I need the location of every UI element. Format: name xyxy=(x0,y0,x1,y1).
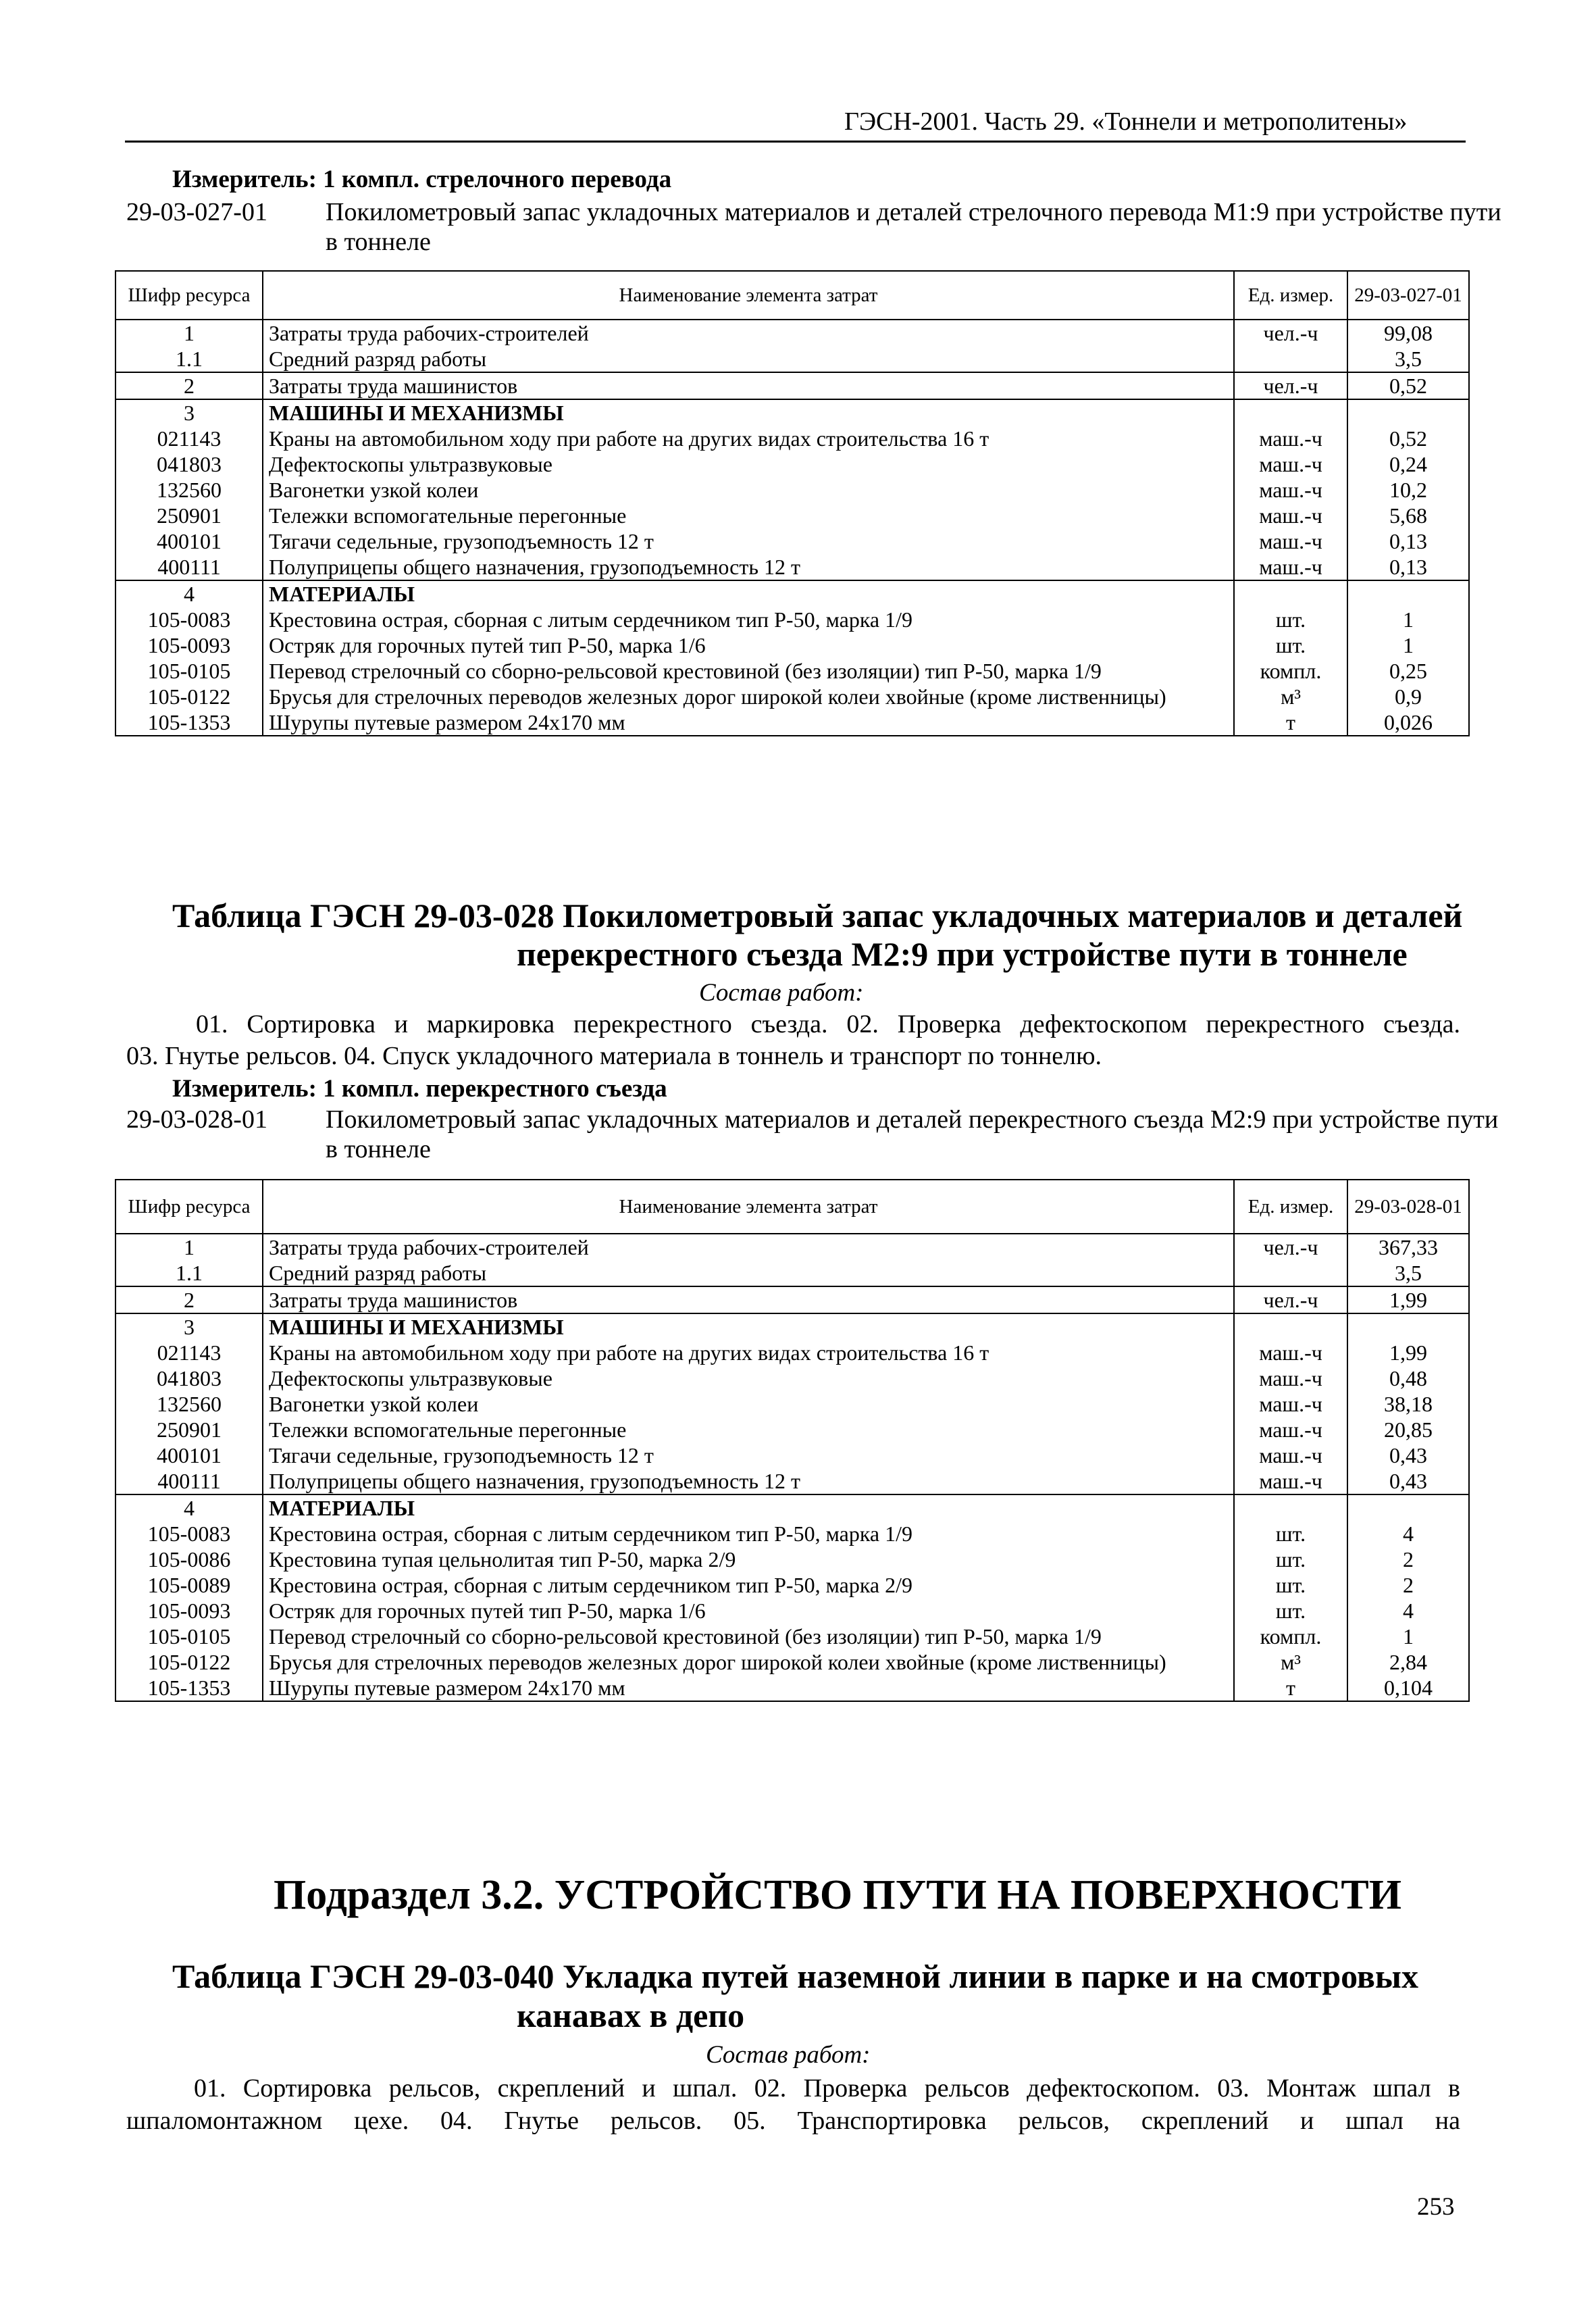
unit-cell: чел.-ч xyxy=(1234,1286,1347,1313)
header-name: Наименование элемента затрат xyxy=(263,271,1234,320)
resource-code-cell: 3 xyxy=(115,1313,263,1340)
unit-cell xyxy=(1234,1260,1347,1286)
norm-value-cell: 1,99 xyxy=(1347,1286,1469,1313)
table-row xyxy=(115,1572,1469,1598)
unit-cell: шт. xyxy=(1234,1572,1347,1598)
resource-code-cell: 250901 xyxy=(115,503,263,528)
table-row xyxy=(115,426,1469,451)
norm-value-cell xyxy=(1347,399,1469,426)
resource-code-cell: 2 xyxy=(115,372,263,399)
element-name-cell: Брусья для стрелочных переводов железных дорог широкой колеи хвойные (кроме лиственницы) xyxy=(263,1649,1234,1675)
resource-table-1 xyxy=(115,270,1470,736)
norm-code: 29-03-028-01 xyxy=(126,1105,267,1134)
element-name-cell: Полуприцепы общего назначения, грузоподъемность 12 т xyxy=(263,1468,1234,1494)
table-row xyxy=(115,554,1469,580)
header-code: Шифр ресурса xyxy=(115,271,263,320)
norm-value-cell: 0,104 xyxy=(1347,1675,1469,1701)
resource-table-2 xyxy=(115,1179,1470,1702)
unit-cell: маш.-ч xyxy=(1234,1442,1347,1468)
resource-code-cell: 132560 xyxy=(115,1391,263,1417)
table-2-title-line-2: перекрестного съезда М2:9 при устройстве пути в тоннеле xyxy=(517,935,1408,973)
resource-code-cell: 1.1 xyxy=(115,1260,263,1286)
table-row xyxy=(115,1260,1469,1286)
element-name-cell: Затраты труда машинистов xyxy=(263,1286,1234,1313)
table-row xyxy=(115,1365,1469,1391)
element-name-cell: Шурупы путевые размером 24х170 мм xyxy=(263,1675,1234,1701)
element-name-cell: Затраты труда рабочих-строителей xyxy=(263,320,1234,346)
resource-code-cell: 041803 xyxy=(115,1365,263,1391)
element-name-cell: Тележки вспомогательные перегонные xyxy=(263,503,1234,528)
header-name: Наименование элемента затрат xyxy=(263,1180,1234,1234)
unit-cell: шт. xyxy=(1234,607,1347,632)
element-name-cell: Краны на автомобильном ходу при работе на других видах строительства 16 т xyxy=(263,426,1234,451)
resource-code-cell: 400111 xyxy=(115,1468,263,1494)
unit-cell: т xyxy=(1234,709,1347,736)
unit-cell: компл. xyxy=(1234,1624,1347,1649)
element-name-cell: Остряк для горочных путей тип Р-50, марка 1/6 xyxy=(263,632,1234,658)
element-name-cell: Тягачи седельные, грузоподъемность 12 т xyxy=(263,528,1234,554)
norm-value-cell: 0,026 xyxy=(1347,709,1469,736)
works-text-1-line-1: 01. Сортировка и маркировка перекрестного съезда. 02. Проверка дефектоскопом перекрестного съезда. xyxy=(196,1010,1460,1038)
table-row xyxy=(115,1340,1469,1365)
resource-code-cell: 250901 xyxy=(115,1417,263,1442)
resource-code-cell: 105-0122 xyxy=(115,1649,263,1675)
norm-value-cell: 1,99 xyxy=(1347,1340,1469,1365)
table-row xyxy=(115,528,1469,554)
table-row xyxy=(115,709,1469,736)
unit-cell: маш.-ч xyxy=(1234,554,1347,580)
norm-value-cell: 0,9 xyxy=(1347,684,1469,709)
element-name-cell: МАТЕРИАЛЫ xyxy=(263,1494,1234,1521)
measure-unit-1: Измеритель: 1 компл. стрелочного перевода xyxy=(172,166,672,193)
resource-code-cell: 105-0105 xyxy=(115,658,263,684)
resource-code-cell: 105-0093 xyxy=(115,632,263,658)
unit-cell: м³ xyxy=(1234,684,1347,709)
resource-code-cell: 105-1353 xyxy=(115,1675,263,1701)
resource-code-cell: 105-0086 xyxy=(115,1546,263,1572)
table-row xyxy=(115,607,1469,632)
element-name-cell: Крестовина тупая цельнолитая тип Р-50, марка 2/9 xyxy=(263,1546,1234,1572)
table-row xyxy=(115,1598,1469,1624)
table-row xyxy=(115,684,1469,709)
norm-value-cell: 0,43 xyxy=(1347,1468,1469,1494)
unit-cell: маш.-ч xyxy=(1234,426,1347,451)
resource-code-cell: 400101 xyxy=(115,1442,263,1468)
element-name-cell: Вагонетки узкой колеи xyxy=(263,1391,1234,1417)
element-name-cell: Крестовина острая, сборная с литым сердечником тип Р-50, марка 1/9 xyxy=(263,607,1234,632)
unit-cell: маш.-ч xyxy=(1234,477,1347,503)
resource-code-cell: 105-0093 xyxy=(115,1598,263,1624)
norm-value-cell: 1 xyxy=(1347,1624,1469,1649)
table-row xyxy=(115,1624,1469,1649)
norm-value-cell: 0,48 xyxy=(1347,1365,1469,1391)
unit-cell: шт. xyxy=(1234,1521,1347,1546)
unit-cell: шт. xyxy=(1234,1598,1347,1624)
table-body xyxy=(115,320,1469,736)
header-unit: Ед. измер. xyxy=(1234,271,1347,320)
resource-code-cell: 1 xyxy=(115,1234,263,1260)
norm-value-cell xyxy=(1347,580,1469,607)
norm-value-cell: 0,43 xyxy=(1347,1442,1469,1468)
table-row xyxy=(115,1468,1469,1494)
norm-description: Покилометровый запас укладочных материалов и деталей стрелочного перевода М1:9 при устройстве пути в тоннеле xyxy=(326,198,1501,256)
element-name-cell: Дефектоскопы ультразвуковые xyxy=(263,451,1234,477)
table-row xyxy=(115,1675,1469,1701)
element-name-cell: Вагонетки узкой колеи xyxy=(263,477,1234,503)
element-name-cell: МАШИНЫ И МЕХАНИЗМЫ xyxy=(263,399,1234,426)
table-row xyxy=(115,346,1469,372)
unit-cell xyxy=(1234,346,1347,372)
table-row xyxy=(115,1286,1469,1313)
resource-code-cell: 105-0105 xyxy=(115,1624,263,1649)
norm-value-cell: 0,13 xyxy=(1347,554,1469,580)
works-text-1-line-2: 03. Гнутье рельсов. 04. Спуск укладочного материала в тоннель и транспорт по тоннелю. xyxy=(126,1042,1102,1070)
unit-cell: шт. xyxy=(1234,632,1347,658)
resource-code-cell: 400111 xyxy=(115,554,263,580)
table-row xyxy=(115,1234,1469,1260)
table-row xyxy=(115,451,1469,477)
norm-value-cell: 4 xyxy=(1347,1521,1469,1546)
resource-code-cell: 041803 xyxy=(115,451,263,477)
unit-cell: чел.-ч xyxy=(1234,372,1347,399)
resource-code-cell: 021143 xyxy=(115,1340,263,1365)
table-2-title-line-1: Таблица ГЭСН 29-03-028 Покилометровый запас укладочных материалов и деталей xyxy=(172,897,1463,934)
resource-code-cell: 105-0089 xyxy=(115,1572,263,1598)
resource-code-cell: 021143 xyxy=(115,426,263,451)
table-3-title-line-1: Таблица ГЭСН 29-03-040 Укладка путей наземной линии в парке и на смотровых xyxy=(172,1957,1418,1995)
element-name-cell: Средний разряд работы xyxy=(263,1260,1234,1286)
element-name-cell: МАТЕРИАЛЫ xyxy=(263,580,1234,607)
norm-value-cell: 0,52 xyxy=(1347,426,1469,451)
table-row xyxy=(115,477,1469,503)
unit-cell xyxy=(1234,1313,1347,1340)
resource-code-cell: 105-0083 xyxy=(115,1521,263,1546)
norm-code-block-2 xyxy=(126,1105,1518,1165)
header-rule xyxy=(125,141,1466,143)
table-row xyxy=(115,1546,1469,1572)
table-row xyxy=(115,658,1469,684)
element-name-cell: Затраты труда машинистов xyxy=(263,372,1234,399)
resource-code-cell: 1 xyxy=(115,320,263,346)
table-row xyxy=(115,1494,1469,1521)
table-row xyxy=(115,503,1469,528)
norm-value-cell: 1 xyxy=(1347,607,1469,632)
header-code: Шифр ресурса xyxy=(115,1180,263,1234)
element-name-cell: Крестовина острая, сборная с литым сердечником тип Р-50, марка 2/9 xyxy=(263,1572,1234,1598)
unit-cell: маш.-ч xyxy=(1234,1391,1347,1417)
norm-value-cell: 0,25 xyxy=(1347,658,1469,684)
unit-cell: м³ xyxy=(1234,1649,1347,1675)
element-name-cell: Полуприцепы общего назначения, грузоподъемность 12 т xyxy=(263,554,1234,580)
element-name-cell: Перевод стрелочный со сборно-рельсовой крестовиной (без изоляции) тип Р-50, марка 1/9 xyxy=(263,1624,1234,1649)
norm-value-cell: 0,24 xyxy=(1347,451,1469,477)
norm-value-cell: 0,13 xyxy=(1347,528,1469,554)
norm-value-cell xyxy=(1347,1494,1469,1521)
table-row xyxy=(115,632,1469,658)
resource-code-cell: 400101 xyxy=(115,528,263,554)
unit-cell: шт. xyxy=(1234,1546,1347,1572)
norm-description: Покилометровый запас укладочных материалов и деталей перекрестного съезда М2:9 при устройстве пути в тоннеле xyxy=(326,1105,1499,1163)
works-label-2: Состав работ: xyxy=(706,2041,871,2069)
norm-value-cell: 367,33 xyxy=(1347,1234,1469,1260)
norm-code: 29-03-027-01 xyxy=(126,198,267,226)
unit-cell xyxy=(1234,399,1347,426)
unit-cell: маш.-ч xyxy=(1234,528,1347,554)
table-row xyxy=(115,1313,1469,1340)
element-name-cell: Шурупы путевые размером 24х170 мм xyxy=(263,709,1234,736)
norm-value-cell: 1 xyxy=(1347,632,1469,658)
page-number: 253 xyxy=(1417,2193,1455,2221)
table-row xyxy=(115,1649,1469,1675)
unit-cell: чел.-ч xyxy=(1234,1234,1347,1260)
element-name-cell: Средний разряд работы xyxy=(263,346,1234,372)
unit-cell: маш.-ч xyxy=(1234,1365,1347,1391)
resource-code-cell: 1.1 xyxy=(115,346,263,372)
element-name-cell: Остряк для горочных путей тип Р-50, марка 1/6 xyxy=(263,1598,1234,1624)
works-text-2-line-2: шпаломонтажном цехе. 04. Гнутье рельсов. 05. Транспортировка рельсов, скреплений и шпал на xyxy=(126,2107,1460,2135)
table-row xyxy=(115,580,1469,607)
norm-value-cell: 3,5 xyxy=(1347,1260,1469,1286)
norm-value-cell: 2 xyxy=(1347,1546,1469,1572)
unit-cell: маш.-ч xyxy=(1234,503,1347,528)
resource-code-cell: 105-0083 xyxy=(115,607,263,632)
measure-unit-2: Измеритель: 1 компл. перекрестного съезда xyxy=(172,1075,667,1103)
element-name-cell: Дефектоскопы ультразвуковые xyxy=(263,1365,1234,1391)
norm-value-cell: 0,52 xyxy=(1347,372,1469,399)
table-row xyxy=(115,1521,1469,1546)
table-row xyxy=(115,320,1469,346)
unit-cell: компл. xyxy=(1234,658,1347,684)
table-row xyxy=(115,1417,1469,1442)
norm-value-cell: 5,68 xyxy=(1347,503,1469,528)
unit-cell xyxy=(1234,580,1347,607)
unit-cell: т xyxy=(1234,1675,1347,1701)
table-3-title-line-2: канавах в депо xyxy=(517,1996,745,2034)
unit-cell: маш.-ч xyxy=(1234,1468,1347,1494)
norm-code-block-1 xyxy=(126,197,1518,258)
element-name-cell: Тележки вспомогательные перегонные xyxy=(263,1417,1234,1442)
header-value: 29-03-028-01 xyxy=(1347,1180,1469,1234)
table-header-row xyxy=(115,271,1469,320)
resource-code-cell: 105-1353 xyxy=(115,709,263,736)
unit-cell xyxy=(1234,1494,1347,1521)
resource-code-cell: 132560 xyxy=(115,477,263,503)
table-row xyxy=(115,372,1469,399)
resource-code-cell: 4 xyxy=(115,580,263,607)
element-name-cell: Краны на автомобильном ходу при работе на других видах строительства 16 т xyxy=(263,1340,1234,1365)
table-header-row xyxy=(115,1180,1469,1234)
table-row xyxy=(115,1391,1469,1417)
resource-code-cell: 2 xyxy=(115,1286,263,1313)
norm-value-cell: 3,5 xyxy=(1347,346,1469,372)
resource-code-cell: 3 xyxy=(115,399,263,426)
works-text-2-line-1: 01. Сортировка рельсов, скреплений и шпал. 02. Проверка рельсов дефектоскопом. 03. Монтаж шпал в xyxy=(194,2074,1460,2103)
element-name-cell: Перевод стрелочный со сборно-рельсовой крестовиной (без изоляции) тип Р-50, марка 1/9 xyxy=(263,658,1234,684)
norm-value-cell: 2 xyxy=(1347,1572,1469,1598)
norm-value-cell: 38,18 xyxy=(1347,1391,1469,1417)
norm-value-cell xyxy=(1347,1313,1469,1340)
norm-value-cell: 20,85 xyxy=(1347,1417,1469,1442)
unit-cell: чел.-ч xyxy=(1234,320,1347,346)
subsection-heading: Подраздел 3.2. УСТРОЙСТВО ПУТИ НА ПОВЕРХНОСТИ xyxy=(274,1872,1401,1918)
unit-cell: маш.-ч xyxy=(1234,451,1347,477)
header-unit: Ед. измер. xyxy=(1234,1180,1347,1234)
element-name-cell: Тягачи седельные, грузоподъемность 12 т xyxy=(263,1442,1234,1468)
resource-code-cell: 4 xyxy=(115,1494,263,1521)
norm-value-cell: 2,84 xyxy=(1347,1649,1469,1675)
element-name-cell: Крестовина острая, сборная с литым сердечником тип Р-50, марка 1/9 xyxy=(263,1521,1234,1546)
norm-value-cell: 4 xyxy=(1347,1598,1469,1624)
works-label-1: Состав работ: xyxy=(699,979,864,1007)
resource-code-cell: 105-0122 xyxy=(115,684,263,709)
norm-value-cell: 99,08 xyxy=(1347,320,1469,346)
element-name-cell: Брусья для стрелочных переводов железных дорог широкой колеи хвойные (кроме лиственницы) xyxy=(263,684,1234,709)
table-row xyxy=(115,1442,1469,1468)
running-head: ГЭСН-2001. Часть 29. «Тоннели и метрополитены» xyxy=(844,107,1408,136)
element-name-cell: Затраты труда рабочих-строителей xyxy=(263,1234,1234,1260)
table-body xyxy=(115,1234,1469,1701)
unit-cell: маш.-ч xyxy=(1234,1417,1347,1442)
table-row xyxy=(115,399,1469,426)
header-value: 29-03-027-01 xyxy=(1347,271,1469,320)
element-name-cell: МАШИНЫ И МЕХАНИЗМЫ xyxy=(263,1313,1234,1340)
norm-value-cell: 10,2 xyxy=(1347,477,1469,503)
unit-cell: маш.-ч xyxy=(1234,1340,1347,1365)
